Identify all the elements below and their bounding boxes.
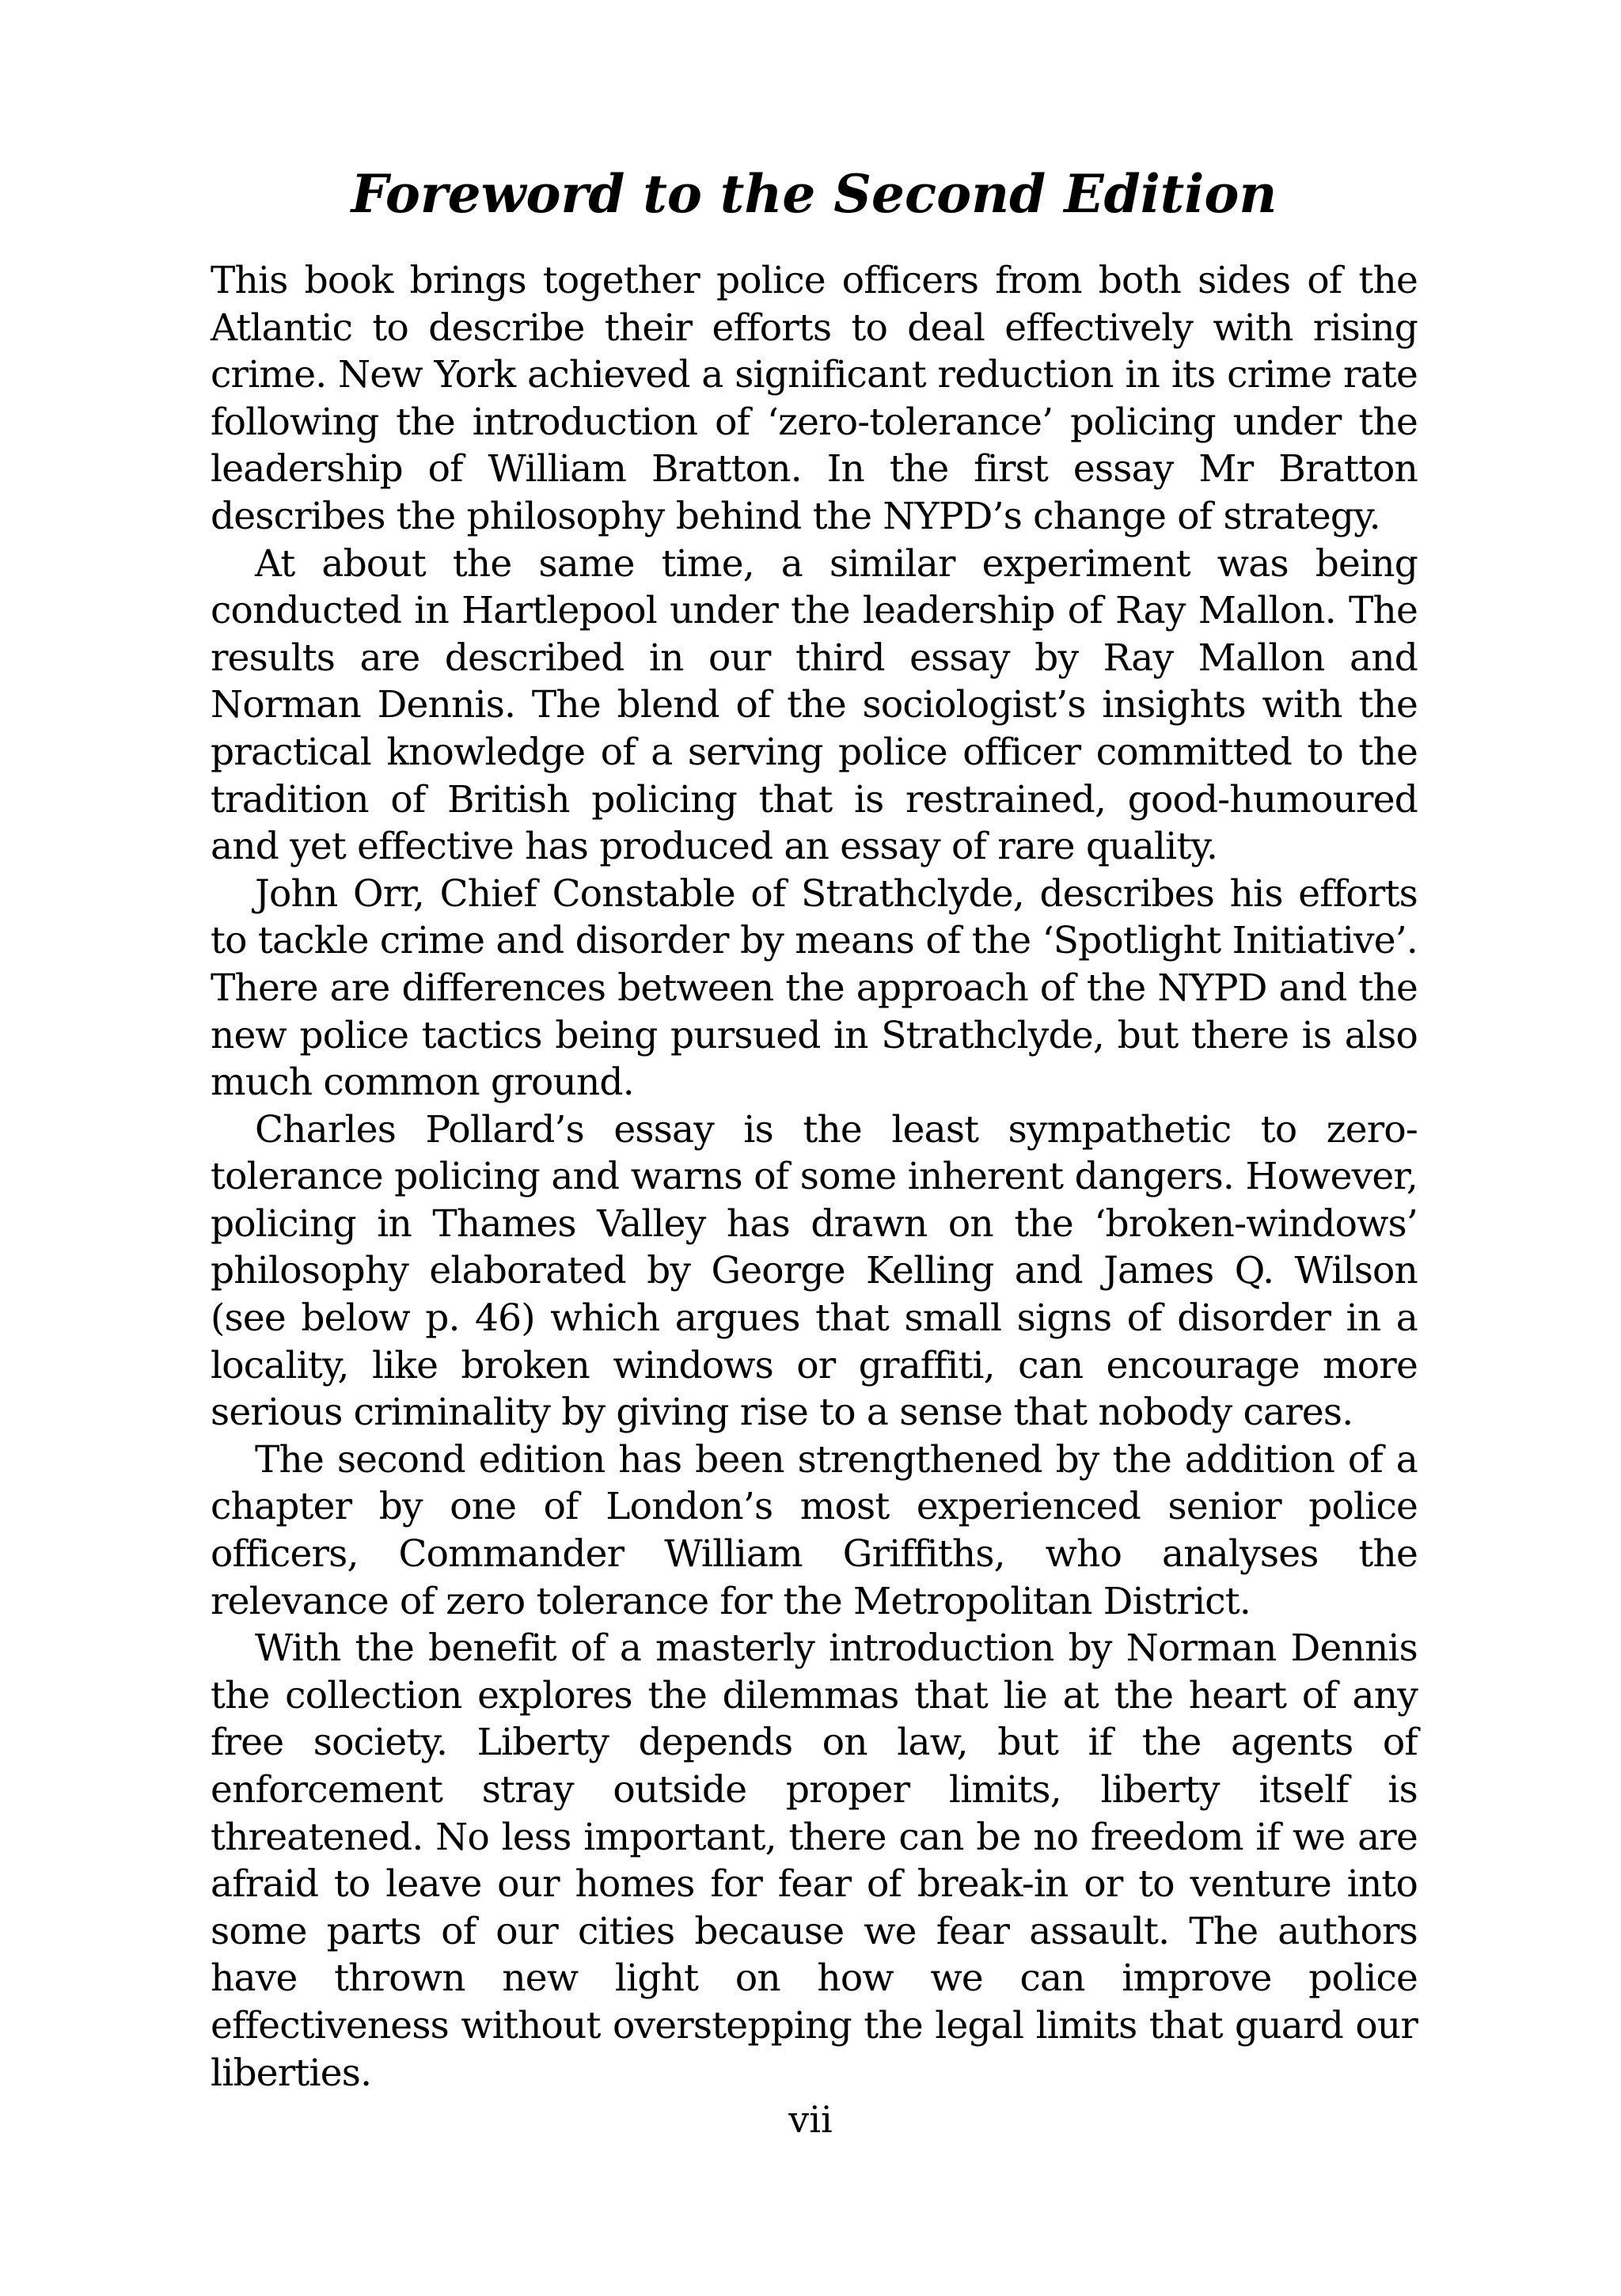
foreword-body [211, 257, 1418, 2097]
paragraph-5: The second edition has been strengthened by the addition of a chapter by one of London’s most experienced senior police officers, Commander William Griffiths, who analyses the relevance of zero tolerance for the Metropolitan District. [211, 1437, 1418, 1623]
page-content [211, 162, 1418, 2097]
paragraph-1: This book brings together police officers from both sides of the Atlantic to describe their efforts to deal effectively with rising crime. New York achieved a significant reduction in its crime rate following the introduction of ‘zero-tolerance’ policing under the leadership of William Bratton. In the first essay Mr Bratton describes the philosophy behind the NYPD’s change of strategy. [211, 259, 1418, 538]
paragraph-2: At about the same time, a similar experiment was being conducted in Hartlepool under the leadership of Ray Mallon. The results are described in our third essay by Ray Mallon and Norman Dennis. The blend of the sociologist’s insights with the practical knowledge of a serving police officer committed to the tradition of British policing that is restrained, good-humoured and yet effective has produced an essay of rare quality. [211, 541, 1418, 869]
paragraph-4: Charles Pollard’s essay is the least sympathetic to zero-tolerance policing and warns of some inherent dangers. However, policing in Thames Valley has drawn on the ‘broken-windows’ philosophy elaborated by George Kelling and James Q. Wilson (see below p. 46) which argues that small signs of disorder in a locality, like broken windows or graffiti, can encourage more serious criminality by giving rise to a sense that nobody cares. [211, 1107, 1418, 1435]
paragraph-6: With the benefit of a masterly introduction by Norman Dennis the collection explores the dilemmas that lie at the heart of any free society. Liberty depends on law, but if the agents of enforcement stray outside proper limits, liberty itself is threatened. No less important, there can be no freedom if we are afraid to leave our homes for fear of break-in or to venture into some parts of our cities because we fear assault. The authors have thrown new light on how we can improve police effectiveness without overstepping the legal limits that guard our liberties. [211, 1626, 1418, 2095]
page-number: vii [788, 2098, 833, 2141]
paragraph-3: John Orr, Chief Constable of Strathclyde, describes his efforts to tackle crime and disorder by means of the ‘Spotlight Initiative’. There are differences between the approach of the NYPD and the new police tactics being pursued in Strathclyde, but there is also much common ground. [211, 871, 1418, 1105]
page-title: Foreword to the Second Edition [351, 163, 1277, 225]
